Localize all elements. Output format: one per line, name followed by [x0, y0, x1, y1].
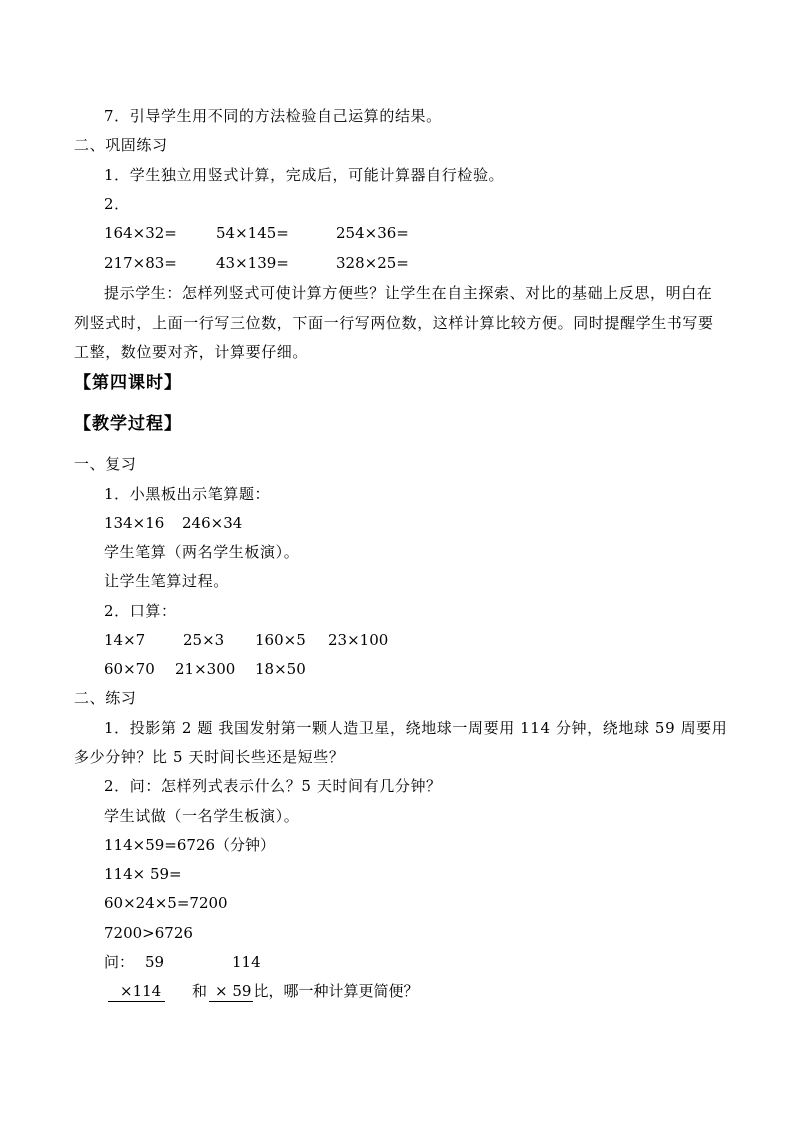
problem-cell: 217×83=: [104, 254, 177, 272]
oral-problem: 160×5: [255, 631, 306, 649]
hint-paragraph-line: 列竖式时，上面一行写三位数，下面一行写两位数，这样计算比较方便。同时提醒学生书写要: [74, 314, 714, 332]
problem-cell: 43×139=: [216, 254, 289, 272]
review-note: 学生笔算（两名学生板演）。: [104, 543, 300, 561]
question-label: 问：: [104, 953, 135, 971]
oral-problem: 25×3: [183, 631, 225, 649]
oral-problem: 60×70: [104, 660, 155, 678]
section-heading-practice: 二、练习: [74, 689, 137, 707]
practice-item-1-line: 多少分钟？比 5 天时间长些还是短些？: [74, 748, 345, 766]
review-note: 让学生笔算过程。: [104, 572, 229, 590]
review-item-1: 1．小黑板出示笔算题：: [104, 485, 271, 503]
review-item-2: 2．口算：: [104, 602, 177, 620]
and-word: 和: [192, 982, 208, 1000]
review-problem: 134×16: [104, 514, 165, 532]
hint-paragraph-line: 提示学生：怎样列竖式可使计算方便些？让学生在自主探索、对比的基础上反思，明白在: [104, 284, 713, 302]
lesson-title: 【第四课时】: [74, 373, 182, 393]
oral-problem: 23×100: [328, 631, 389, 649]
vertical-calc-top: 114: [232, 953, 261, 971]
calc-line: 60×24×5=7200: [104, 894, 228, 912]
vertical-calc-multiplier: × 59: [209, 981, 253, 1002]
practice-item-2: 2．问：怎样列式表示什么？5 天时间有几分钟？: [104, 777, 442, 795]
problem-cell: 328×25=: [336, 254, 409, 272]
problem-cell: 254×36=: [336, 224, 409, 242]
oral-problem: 14×7: [104, 631, 146, 649]
practice-item-1-line: 1．投影第 2 题 我国发射第一颗人造卫星，绕地球一周要用 114 分钟，绕地球 59 周要用: [104, 719, 728, 737]
oral-problem: 18×50: [255, 660, 306, 678]
calc-line: 114× 59=: [104, 865, 182, 883]
section-heading-consolidation: 二、巩固练习: [74, 136, 168, 154]
hint-paragraph-line: 工整，数位要对齐，计算要仔细。: [74, 343, 309, 361]
process-title: 【教学过程】: [74, 414, 182, 434]
practice-note: 学生试做（一名学生板演）。: [104, 807, 300, 825]
oral-problem: 21×300: [175, 660, 236, 678]
review-problem: 246×34: [182, 514, 243, 532]
exercise-item-2: 2．: [104, 195, 130, 213]
problem-cell: 54×145=: [216, 224, 289, 242]
exercise-item-1: 1．学生独立用竖式计算，完成后，可能计算器自行检验。: [104, 166, 505, 184]
section-heading-review: 一、复习: [74, 455, 137, 473]
step7-text: 7．引导学生用不同的方法检验自己运算的结果。: [104, 107, 442, 125]
problem-cell: 164×32=: [104, 224, 177, 242]
vertical-calc-multiplier: ×114: [108, 981, 165, 1002]
vertical-calc-bottom: [209, 981, 418, 1002]
question-tail: 比，哪一种计算更简便？: [253, 982, 419, 1000]
calc-line: 7200>6726: [104, 924, 193, 942]
vertical-calc-top: 59: [145, 953, 165, 971]
calc-line: 114×59=6726（分钟）: [104, 836, 276, 854]
vertical-calc-bottom: [108, 981, 165, 1002]
